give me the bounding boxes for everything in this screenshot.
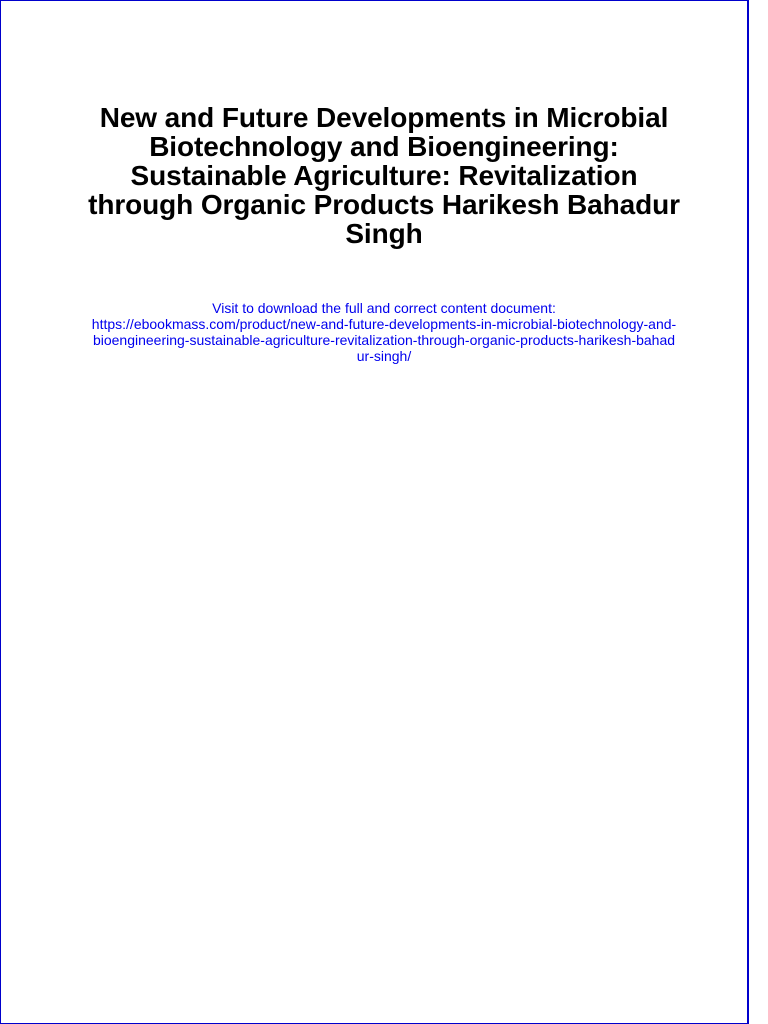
download-notice — [90, 300, 678, 364]
download-intro-text: Visit to download the full and correct content document: — [212, 300, 556, 316]
document-title: New and Future Developments in Microbial Biotechnology and Bioengineering: Sustainable Agriculture: Revitalization through Organic Products Harikesh Bahadur Singh — [88, 102, 680, 249]
download-link[interactable]: https://ebookmass.com/product/new-and-future-developments-in-microbial-biotechnology-and-bioengineering-sustainable-agriculture-revitalization-through-organic-products-harikesh-bahadur-singh/ — [91, 316, 677, 364]
